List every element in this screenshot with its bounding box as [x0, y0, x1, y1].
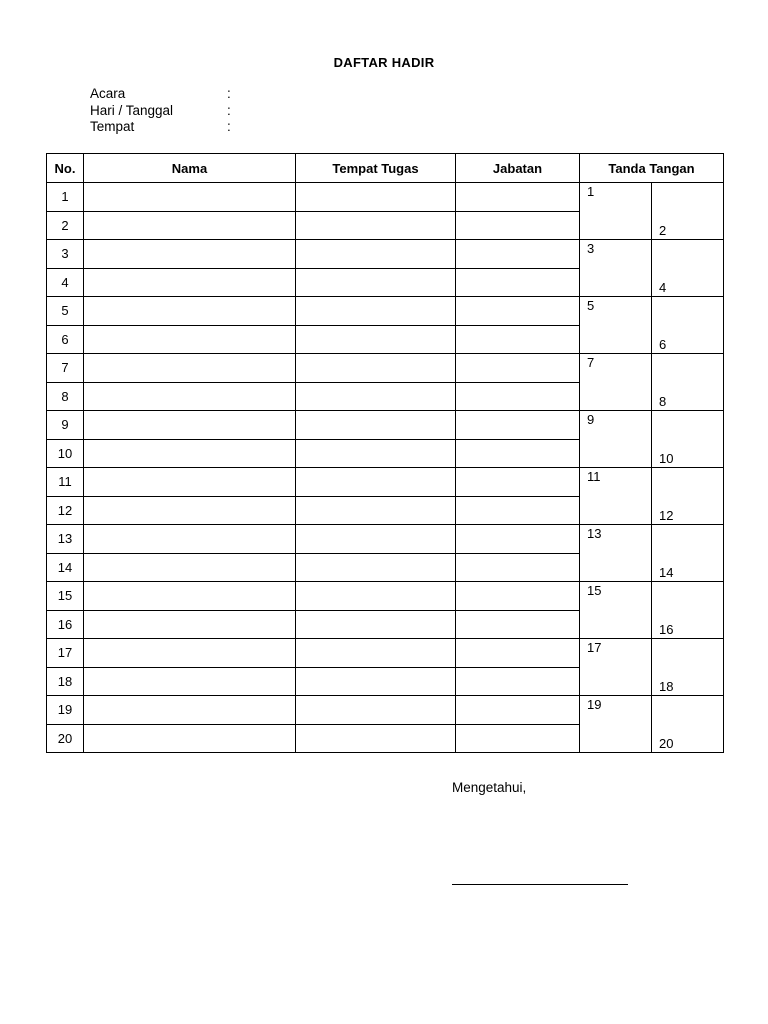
position-cell[interactable] [456, 468, 580, 497]
field-label: Hari / Tanggal [90, 102, 174, 118]
signature-number: 9 [587, 412, 595, 427]
signature-number: 19 [587, 697, 602, 712]
workplace-cell[interactable] [296, 525, 456, 554]
workplace-cell[interactable] [296, 297, 456, 326]
row-number: 16 [47, 610, 84, 639]
signature-cell[interactable] [580, 297, 652, 354]
position-cell[interactable] [456, 582, 580, 611]
row-number: 20 [47, 724, 84, 753]
signature-cell[interactable] [652, 411, 724, 468]
name-cell[interactable] [84, 382, 296, 411]
workplace-cell[interactable] [296, 610, 456, 639]
signature-number: 15 [587, 583, 602, 598]
event-info [90, 86, 390, 136]
signature-cell[interactable] [580, 696, 652, 753]
position-cell[interactable] [456, 439, 580, 468]
position-cell[interactable] [456, 610, 580, 639]
name-cell[interactable] [84, 582, 296, 611]
name-cell[interactable] [84, 268, 296, 297]
row-number: 6 [47, 325, 84, 354]
row-number: 8 [47, 382, 84, 411]
signature-cell[interactable] [652, 639, 724, 696]
table-row [47, 183, 724, 212]
row-number: 19 [47, 696, 84, 725]
name-cell[interactable] [84, 211, 296, 240]
signature-number: 4 [659, 280, 667, 295]
name-cell[interactable] [84, 297, 296, 326]
name-cell[interactable] [84, 354, 296, 383]
name-cell[interactable] [84, 439, 296, 468]
table-header-row [47, 154, 724, 183]
signature-cell[interactable] [652, 240, 724, 297]
row-number: 7 [47, 354, 84, 383]
workplace-cell[interactable] [296, 382, 456, 411]
workplace-cell[interactable] [296, 325, 456, 354]
header-tanda-tangan: Tanda Tangan [580, 154, 724, 183]
table-row [47, 297, 724, 326]
signature-cell[interactable] [652, 696, 724, 753]
signature-number: 12 [659, 508, 674, 523]
signature-number: 6 [659, 337, 667, 352]
position-cell[interactable] [456, 496, 580, 525]
workplace-cell[interactable] [296, 354, 456, 383]
signature-number: 8 [659, 394, 667, 409]
row-number: 18 [47, 667, 84, 696]
table-row [47, 468, 724, 497]
table-row [47, 582, 724, 611]
field-label: Tempat [90, 119, 135, 134]
attendance-table [46, 153, 724, 753]
position-cell[interactable] [456, 183, 580, 212]
field-acara [90, 86, 390, 103]
acknowledged-label: Mengetahui, [452, 780, 527, 795]
name-cell[interactable] [84, 724, 296, 753]
position-cell[interactable] [456, 382, 580, 411]
signature-cell[interactable] [580, 582, 652, 639]
signature-cell[interactable] [652, 468, 724, 525]
signature-cell[interactable] [652, 525, 724, 582]
signature-number: 17 [587, 640, 602, 655]
position-cell[interactable] [456, 667, 580, 696]
position-cell[interactable] [456, 696, 580, 725]
header-no: No. [47, 154, 84, 183]
position-cell[interactable] [456, 354, 580, 383]
row-number: 15 [47, 582, 84, 611]
signature-number: 11 [587, 469, 601, 484]
name-cell[interactable] [84, 610, 296, 639]
signature-number: 5 [587, 298, 595, 313]
signature-cell[interactable] [652, 183, 724, 240]
position-cell[interactable] [456, 325, 580, 354]
name-cell[interactable] [84, 325, 296, 354]
table-row [47, 411, 724, 440]
workplace-cell[interactable] [296, 183, 456, 212]
row-number: 3 [47, 240, 84, 269]
header-tempat-tugas: Tempat Tugas [296, 154, 456, 183]
position-cell[interactable] [456, 525, 580, 554]
name-cell[interactable] [84, 468, 296, 497]
signature-cell[interactable] [652, 297, 724, 354]
table-row [47, 240, 724, 269]
row-number: 9 [47, 411, 84, 440]
signature-number: 14 [659, 565, 674, 580]
header-nama: Nama [84, 154, 296, 183]
position-cell[interactable] [456, 553, 580, 582]
signature-number: 7 [587, 355, 595, 370]
workplace-cell[interactable] [296, 639, 456, 668]
name-cell[interactable] [84, 696, 296, 725]
table-row [47, 354, 724, 383]
name-cell[interactable] [84, 411, 296, 440]
field-tempat [90, 119, 390, 136]
row-number: 5 [47, 297, 84, 326]
signature-number: 13 [587, 526, 602, 541]
row-number: 2 [47, 211, 84, 240]
workplace-cell[interactable] [296, 211, 456, 240]
name-cell[interactable] [84, 240, 296, 269]
name-cell[interactable] [84, 496, 296, 525]
table-row [47, 525, 724, 554]
signature-cell[interactable] [580, 639, 652, 696]
workplace-cell[interactable] [296, 724, 456, 753]
field-label: Acara [90, 86, 126, 101]
position-cell[interactable] [456, 297, 580, 326]
signature-line [452, 884, 628, 885]
workplace-cell[interactable] [296, 439, 456, 468]
name-cell[interactable] [84, 639, 296, 668]
signature-cell[interactable] [652, 582, 724, 639]
position-cell[interactable] [456, 240, 580, 269]
signature-number: 10 [659, 451, 674, 466]
workplace-cell[interactable] [296, 496, 456, 525]
workplace-cell[interactable] [296, 268, 456, 297]
signature-cell[interactable] [580, 468, 652, 525]
workplace-cell[interactable] [296, 468, 456, 497]
row-number: 12 [47, 496, 84, 525]
header-jabatan: Jabatan [456, 154, 580, 183]
signature-number: 20 [659, 736, 674, 751]
signature-cell[interactable] [652, 354, 724, 411]
workplace-cell[interactable] [296, 411, 456, 440]
document-title: DAFTAR HADIR [333, 55, 435, 70]
row-number: 4 [47, 268, 84, 297]
field-colon: : [227, 102, 231, 118]
row-number: 11 [47, 468, 84, 497]
signature-cell[interactable] [580, 183, 652, 240]
signature-number: 1 [587, 184, 595, 199]
name-cell[interactable] [84, 553, 296, 582]
workplace-cell[interactable] [296, 582, 456, 611]
signature-cell[interactable] [580, 525, 652, 582]
workplace-cell[interactable] [296, 240, 456, 269]
workplace-cell[interactable] [296, 696, 456, 725]
row-number: 1 [47, 183, 84, 212]
table-row [47, 639, 724, 668]
table-row [47, 696, 724, 725]
name-cell[interactable] [84, 525, 296, 554]
signature-number: 18 [659, 679, 674, 694]
field-hari-tanggal [90, 103, 390, 120]
name-cell[interactable] [84, 183, 296, 212]
position-cell[interactable] [456, 639, 580, 668]
row-number: 13 [47, 525, 84, 554]
name-cell[interactable] [84, 667, 296, 696]
position-cell[interactable] [456, 268, 580, 297]
workplace-cell[interactable] [296, 553, 456, 582]
signature-number: 2 [659, 223, 667, 238]
field-colon: : [227, 86, 231, 101]
signature-cell[interactable] [580, 411, 652, 468]
workplace-cell[interactable] [296, 667, 456, 696]
signature-cell[interactable] [580, 354, 652, 411]
position-cell[interactable] [456, 411, 580, 440]
position-cell[interactable] [456, 724, 580, 753]
row-number: 14 [47, 553, 84, 582]
row-number: 10 [47, 439, 84, 468]
field-colon: : [227, 119, 231, 134]
table-body [47, 183, 724, 753]
signature-number: 16 [659, 622, 674, 637]
signature-number: 3 [587, 241, 595, 256]
row-number: 17 [47, 639, 84, 668]
signature-cell[interactable] [580, 240, 652, 297]
position-cell[interactable] [456, 211, 580, 240]
